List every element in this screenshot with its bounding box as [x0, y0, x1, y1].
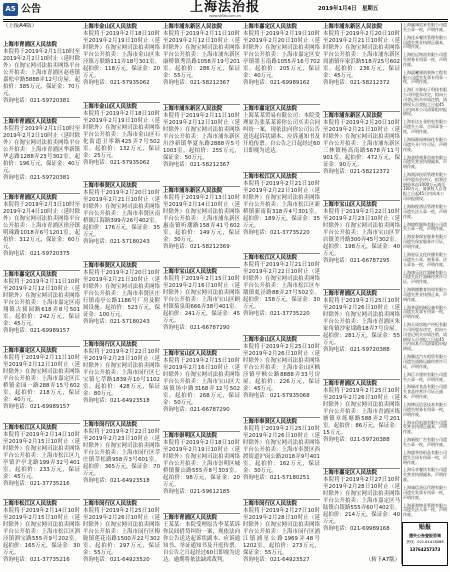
court-notice [83, 181, 160, 246]
court-notice [323, 468, 400, 533]
notice-court-name: 上海市浦东新区人民法院 [323, 24, 383, 30]
notice-body: 本院将于2019年2月11日10时至2019年2月12日10时止（延时除外）在淘宝网司法拍卖网络平台公开拍卖：上海市嘉定区南翔镇古猗园路618弄8号501室。起拍价：242万元，保证金：45万元。 [3, 278, 80, 327]
notice-court-name: 上海市松江区人民法院 [3, 500, 57, 507]
notice-body: 本院将于2019年2月18日10时至2019年2月19日10时止（延时除外）在淘宝网司法拍卖网络平台公开拍卖：上海市金山区朱泾镇万联路111弄18号301室。起拍价：118万元，保证金：20万元。 [83, 31, 160, 79]
lost-notice-entry: 上海海悦酒店管理有限公司遗失法人章一枚，声明作废。 [403, 204, 447, 219]
court-notice [83, 23, 160, 87]
notice-court-name: 上海市松江区人民法院 [3, 424, 57, 431]
notice-body: 本院将于2019年2月25日10时至2019年2月26日10时止（延时除外）在淘宝网司法拍卖网络平台公开拍卖：上海市奉贤区西渡街道沪闵公路2018弄9号401室。起拍价：162万元，保证金：30万元。 [243, 426, 320, 475]
notice-contact-phone: 咨询电话：021-57935062 [83, 80, 150, 86]
lost-notice-entry: 上海顺达汽车租赁有限公司遗失道路运输经营许可证，声明作废。 [403, 354, 447, 369]
notice-court-name: 上海市金山区人民法院 [243, 337, 297, 344]
lost-notice-entry: 上海锦程服饰有限公司遗失公章一枚，声明作废。 [403, 221, 447, 232]
notice-court-name: 上海市青浦区人民法院 [3, 118, 57, 125]
lost-notice-entry: 上海晨曦建筑装饰工程有限公司遗失发票专用章一枚，声明作废。 [403, 69, 447, 85]
court-notice [83, 340, 160, 405]
notice-column-4 [243, 23, 320, 564]
notice-contact-phone: 咨询电话：021-64923518 [83, 398, 150, 404]
notice-contact-phone: 咨询电话：021-59612185 [163, 489, 230, 496]
lost-notice-entry: 上海绿源园林绿化有限公司遗失开户许可证，声明作废。 [403, 136, 447, 152]
notice-contact-phone: 咨询电话：021-66787295 [323, 258, 390, 265]
lost-notice-entry: 上海明德教育培训有限公司遗失营业执照正本，声明作废。 [403, 287, 447, 302]
lost-notice-entry: 上海星辰文化传播有限公司遗失公章、财务章、法人章各一枚，声明作废。 [403, 251, 447, 267]
notice-column-2 [83, 23, 160, 564]
court-notice [163, 513, 240, 564]
notice-contact-phone: 咨询电话：021-69989157 [3, 327, 70, 334]
notice-court-name: 上海市嘉定区人民法院 [3, 271, 57, 278]
lost-notice-entry: 上海新锐广告有限公司遗失公章一枚，声明作废。 [403, 437, 447, 447]
notice-court-name: 上海市浦东新区人民法院 [163, 105, 223, 112]
lost-notice-entry: 上海汇丰源电子科技有限公司经股东决定，拟向公司登记机关申请注销，请债权人自登报之日起45日内向本公司清算组申报债权。 [403, 87, 447, 117]
court-notice [3, 270, 80, 335]
court-notice [83, 420, 160, 485]
lost-notice-entry: 上海博远信息技术有限公司遗失财务专用章一枚，声明作废。 [403, 402, 447, 417]
notice-court-name: 上海市嘉定区人民法院 [323, 469, 377, 476]
lost-notice-entry: 上海嘉和物业管理有限公司遗失法人章一枚，声明作废。 [403, 502, 447, 518]
lost-notice-entry: 上海恒远物流有限公司遗失财务专用章一枚，声明作废。 [403, 52, 447, 67]
notice-body: 本院将于2019年2月27日10时至2019年2月28日10时止（延时除外）在淘宝网司法拍卖网络平台公开拍卖：上海市嘉定区马陆镇白银路555弄60号402室。起拍价：214万元，保证金：40万元。 [323, 476, 400, 525]
notice-body: 本院将于2019年2月21日10时至2019年2月22日10时止（延时除外）在淘宝网司法拍卖网络平台公开拍卖：上海市松江区车墩镇虬泾路88弄27号502室。起拍价：158万元，保证金：30万元。 [243, 262, 320, 311]
notice-court-name: 上海市奉贤区人民法院 [83, 262, 137, 269]
notice-body: 本院将于2019年2月15日10时至2019年2月16日10时止（延时除外）在淘宝网司法拍卖网络平台公开拍卖：上海市宝山区顾村镇菊泉街666弄38号401室。起拍价：241万元，保证金：45万元。 [163, 276, 240, 325]
notice-court-name: 上海市闵行区人民法院 [83, 501, 137, 507]
court-notice [3, 41, 80, 105]
notice-body: 王某某：本院受理原告李某某诉你民间借贷纠纷一案，现依法向你公告送达起诉状副本、应诉通知书、举证通知书及开庭传票。自公告之日起经过60日即视为送达。逾期将依法缺席裁判。 [163, 521, 240, 563]
notice-court-name: 上海市青浦区人民法院 [323, 291, 377, 298]
notice-contact-phone: 咨询电话：021-66787290 [163, 407, 230, 414]
notice-court-name: 上海市崇明区人民法院 [163, 433, 217, 440]
notice-contact-phone: 咨询电话：021-57935068 [243, 393, 310, 400]
notice-court-name: 上海市宝山区人民法院 [163, 351, 217, 358]
notice-contact-phone: 咨询电话：021-37735220 [243, 311, 310, 318]
hotline-mobile: 13764257373 [409, 547, 441, 552]
notice-body: 本院将于2019年2月19日10时至2019年2月20日10时止（延时除外）在淘宝网司法拍卖网络平台公开拍卖：上海市嘉定区安亭镇墨玉南路1055弄16号702室。起拍价：205万元，保证金：40万元。 [243, 31, 320, 79]
notice-contact-phone: 咨询电话：021-58212367 [163, 80, 230, 86]
court-notice [3, 346, 80, 411]
notice-court-name: 上海市青浦区人民法院 [163, 514, 217, 521]
lost-notice-entry: 上海佳禾餐饮管理有限公司遗失营业执照正副本，声明作废。 [403, 34, 447, 50]
notice-body: 本院将于2019年2月18日10时至2019年2月19日10时止（延时除外）在淘宝网司法拍卖网络平台公开拍卖：上海市崇明区城桥镇鳌山路555弄8号303室。起拍价：98万元，保证金：20万元。 [163, 440, 240, 489]
court-notice [323, 289, 400, 354]
hotline-phone: 热线：021-61418088 [406, 540, 444, 544]
notice-contact-phone: 咨询电话：021-64923527 [243, 556, 310, 563]
lost-notice-column [403, 23, 448, 518]
court-notice [163, 267, 240, 332]
court-notice [323, 23, 400, 87]
notice-contact-phone: 咨询电话：021-59720381 [3, 98, 70, 105]
lost-notice-entry: 上海乐享餐饮有限公司遗失营业执照副本，声明作废。 [403, 467, 447, 483]
court-notice [323, 111, 400, 176]
notice-court-name: 上海市浦东新区人民法院 [323, 113, 383, 120]
continued-on-label: （转下A7版） [365, 556, 400, 563]
lost-notice-entry: 上海华晟机械设备有限公司遗失发票专用章一枚，声明作废。 [403, 304, 447, 320]
notice-contact-phone: 咨询电话：021-66787290 [163, 325, 230, 332]
header-rule-thick [3, 19, 448, 20]
notice-body: 本院将于2019年2月11日10时至2019年2月12日10时止（延时除外）在淘宝网司法拍卖网络平台公开拍卖：上海市浦东新区川沙新镇华夏东路2888弄5号1003室。起拍价：255万元，保证金：50万元。 [163, 112, 240, 161]
masthead-url: www.shfzb.com.cn [209, 14, 241, 18]
notice-body: 本院将于2019年2月11日10时至2019年2月12日10时止（延时除外）在淘宝网司法拍卖网络平台公开拍卖：上海市浦东新区康桥镇秀沿路1058弄19号201室。起拍价：286万元，保证金：55万元。 [163, 31, 240, 79]
notice-body: 本院将于2019年2月14日10时至2019年2月15日10时止（延时除外）在淘宝网司法拍卖网络平台公开拍卖：上海市松江区九亭镇沪亭北路199弄32号401室。起拍价：233万元，保证金：45万元。 [3, 431, 80, 480]
lost-notice-entry: 上海鑫诚贸易有限公司遗失公章一枚，声明作废。 [403, 23, 447, 32]
court-notice [3, 117, 80, 182]
court-notice [3, 499, 80, 564]
notice-column-1 [3, 23, 80, 564]
notice-body: 本院将于2019年2月1日10时至2019年2月2日10时止（延时除外）在淘宝网司法拍卖网络平台公开拍卖：上海市青浦区华新镇华志路1288弄23号302室。起拍价：196万元，保证金：40万元。 [3, 125, 80, 174]
notice-body: 本院将于2019年2月18日10时至2019年2月19日10时止（延时除外）在淘宝网司法拍卖网络平台公开拍卖：上海市金山区石化街道卫零路425弄7号502室。起拍价：132万元，保证金：25万元。 [83, 110, 160, 159]
notice-contact-phone: 咨询电话：021-37735216 [3, 556, 70, 563]
notice-court-name: 上海市宝山区人民法院 [163, 269, 217, 276]
notice-body: 本院将于2019年2月25日10时至2019年2月26日10时止（延时除外）在淘宝网司法拍卖网络平台公开拍卖：上海市青浦区练塘镇章练塘路588弄2号201室。起拍价：86万元，保证金：15万元。 [323, 387, 400, 436]
notice-court-name: 上海市宝山区人民法院 [323, 202, 377, 209]
notice-contact-phone: 咨询电话：021-69989168 [323, 525, 390, 532]
notice-court-name: 上海市青浦区人民法院 [3, 195, 57, 202]
court-notice [83, 499, 160, 564]
notice-court-name: 上海市浦东新区人民法院 [163, 24, 223, 30]
notice-contact-phone: 咨询电话：021-69989162 [243, 80, 310, 86]
notice-body: 本院将于2019年2月15日10时至2019年2月16日10时止（延时除外）在淘宝网司法拍卖网络平台公开拍卖：上海市宝山区大场镇场中路3168弄12号502室。起拍价：268万元，保证金：50万元。 [163, 358, 240, 407]
notice-contact-phone: 咨询电话：021-37735216 [3, 480, 70, 487]
court-notice [163, 186, 240, 251]
notice-court-name: 上海市嘉定区人民法院 [3, 348, 57, 355]
lost-notice-entry: 上海康乐医疗器械有限公司遗失医疗器械经营许可证，声明作废。 [403, 269, 447, 285]
notice-body: 本院将于2019年2月20日10时至2019年2月21日10时止（延时除外）在淘宝网司法拍卖网络平台公开拍卖：上海市浦东新区周浦镇年家浜路518弄25号602室。起拍价：236万元，保证金：45万元。 [323, 31, 400, 79]
lost-notice-entry: 上海巨丰建材有限公司遗失公章一枚，声明作废。 [403, 371, 447, 382]
notice-court-name: 上海市金山区人民法院 [83, 24, 137, 30]
lost-notice-entry: 上海诚信货运代理有限公司遗失发票专用章一枚，声明作废。 [403, 485, 447, 500]
page-number-badge: A5 [3, 3, 18, 16]
notice-contact-phone: 咨询电话：021-64923520 [83, 557, 150, 563]
notice-body: 本院将于2019年2月20日10时至2019年2月21日10时止（延时除外）在淘宝网司法拍卖网络平台公开拍卖：上海市奉贤区庄行镇南亭公路1186号厂房及附属设施。起拍价：523万元，保证金：100万元。 [83, 269, 160, 318]
notice-court-name: 上海市浦东新区人民法院 [163, 187, 223, 194]
issue-date: 2019年1月4日 [318, 6, 357, 12]
notice-court-name: 上海市闵行区人民法院 [83, 342, 137, 348]
notice-court-name: 上海市青浦区人民法院 [323, 380, 377, 387]
court-notice [323, 379, 400, 444]
column-divider [401, 23, 402, 564]
notice-contact-phone: 咨询电话：021-57935062 [83, 159, 150, 166]
lost-notice-entry: 上海盛华纺织品有限公司遗失合同专用章一枚，声明作废。 [403, 449, 447, 465]
court-notice [83, 102, 160, 167]
court-notice [243, 335, 320, 400]
notice-court-name: 上海市嘉定区人民法院 [243, 105, 297, 112]
notice-body: 本院将于2019年2月14日10时至2019年2月15日10时止（延时除外）在淘宝网司法拍卖网络平台公开拍卖：上海市松江区泗泾镇泗宝路555弄9号202室。起拍价：165万元，保证金：30万元。 [3, 507, 80, 556]
lost-notice-entry: 上海永信电器有限公司遗失营业执照正副本，声明作废。 [403, 419, 447, 435]
notice-contact-phone: 咨询电话：021-69989157 [3, 404, 70, 411]
lost-notice-entry: 上海润泽投资管理有限公司经股东会决议，拟将注册资本由1000万元减至100万元，请债权人自登报之日起45日内向本公司申报债权。 [403, 172, 447, 202]
hotline-heading: 贴报 [418, 524, 431, 531]
masthead: 上海法治报 [189, 0, 260, 15]
notice-contact-phone: 咨询电话：021-59720375 [3, 251, 70, 258]
section-title: 公告 [21, 4, 41, 15]
court-notice [3, 193, 80, 258]
notice-court-name: 上海市闵行区人民法院 [243, 500, 297, 507]
notice-court-name: 上海市嘉定区人民法院 [243, 24, 297, 30]
notice-body: 本院将于2019年2月27日10时至2019年2月28日10时止（延时除外）在淘宝网司法拍卖网络平台公开拍卖：上海市闵行区浦江镇浦星公路1969弄48号1202室。起拍价：273万元，保证金：55万元。 [243, 507, 320, 556]
notice-contact-phone: 咨询电话：021-58212372 [323, 169, 390, 176]
court-notice [83, 261, 160, 326]
court-notice [243, 172, 320, 237]
notice-contact-phone: 咨询电话：021-57180243 [83, 318, 150, 325]
notice-body: 本院将于2019年2月21日10时至2019年2月22日10时止（延时除外）在淘宝网司法拍卖网络平台公开拍卖：上海市松江区新桥镇新南街318弄4号301室。起拍价：189万元，保证金：35万元。 [243, 180, 320, 229]
notice-court-name: 上海市松江区人民法院 [243, 255, 297, 262]
notice-court-name: 上海市奉贤区人民法院 [83, 183, 137, 189]
notice-body: 本院将于2019年2月20日10时至2019年2月21日10时止（延时除外）在淘宝网司法拍卖网络平台公开拍卖：上海市浦东新区三林镇杨高南路5678弄11号901室。起拍价：472万元，保证金：90万元。 [323, 120, 400, 169]
notice-contact-phone: 咨询电话：021-64923518 [83, 477, 150, 484]
notice-body: 上海某某贸易有限公司：本院受理原告张某某诉你公司买卖合同纠纷一案，现依法向你公司公告送达起诉状副本、应诉通知书及开庭传票。自公告之日起经过60日即视为送达。 [243, 112, 320, 154]
lost-notice-entry: 上海金桥商务咨询有限公司遗失营业执照副本，声明作废。 [403, 154, 447, 170]
notice-column-3 [163, 23, 240, 564]
notice-court-name: 上海市奉贤区人民法院 [243, 419, 297, 426]
notice-columns [3, 23, 400, 564]
notice-contact-phone: 咨询电话：021-59720388 [323, 436, 390, 443]
notice-contact-phone: 咨询电话：021-37735220 [243, 229, 310, 236]
notice-body: 本院将于2019年2月11日10时至2019年2月12日10时止（延时除外）在淘宝网司法拍卖网络平台公开拍卖：上海市嘉定区江桥镇金园一路288弄15号602室。起拍价：218万元，保证金：40万元。 [3, 355, 80, 404]
notice-body: 本院将于2019年2月20日10时至2019年2月21日10时止（延时除外）在淘宝网司法拍卖网络平台公开拍卖：上海市奉贤区南桥镇江海路399弄26号402室。起拍价：176万元，保证金：35万元。 [83, 190, 160, 238]
notice-body: 本院将于2019年2月25日10时至2019年2月26日10时止（延时除外）在淘宝网司法拍卖网络平台公开拍卖：上海市金山区枫泾镇亭枫公路8888弄33号房屋。起拍价：226万元，保证金：45万元。 [243, 344, 320, 393]
notice-body: 本院将于2019年2月1日10时至2019年2月2日10时止（延时除外）在淘宝网司法拍卖网络平台公开拍卖：上海市青浦区赵巷镇嘉松中路5888弄12号房屋。起拍价：385万元，保证金：70万元。 [3, 49, 80, 98]
notice-column-5 [323, 23, 400, 564]
notice-contact-phone: 咨询电话：021-57180251 [243, 475, 310, 482]
header-rule-thin [3, 21, 448, 22]
lost-notice-entry: 上海天成房地产经纪有限公司经股东决定，拟向公司登记机关申请注销，请债权人自登报之日起45日内向本公司清算组申报债权。 [403, 322, 447, 352]
notice-court-name: 上海市松江区人民法院 [243, 173, 297, 180]
notice-contact-phone: 咨询电话：021-58212369 [163, 243, 230, 250]
notice-court-name: 上海市闵行区人民法院 [83, 421, 137, 428]
notice-court-name: 上海市青浦区人民法院 [3, 42, 57, 49]
notice-contact-phone: 咨询电话：021-59720388 [323, 347, 390, 354]
notice-body: 本院将于2019年2月3日10时至2019年2月4日10时止（延时除外）在淘宝网司法拍卖网络平台公开拍卖：上海市青浦区徐泾镇明珠路1018弄6号1201室。起拍价：312万元，保证金：60万元。 [3, 202, 80, 251]
notice-body: 本院将于2019年2月13日10时至2019年2月14日10时止（延时除外）在淘宝网司法拍卖网络平台公开拍卖：上海市浦东新区惠南镇听潮路158弄41号602室。起拍价：149万元，保证金：30万元。 [163, 194, 240, 243]
issue-weekday: 星期五 [362, 6, 379, 12]
notice-court-name: 上海市金山区人民法院 [83, 103, 137, 110]
court-notice [243, 499, 320, 564]
court-notice [243, 253, 320, 318]
lost-notice-entry: 上海安泰保安服务有限公司遗失保安服务许可证，声明作废。 [403, 234, 447, 249]
court-notice [163, 349, 240, 414]
continued-from-label: （上接A4版） [3, 23, 38, 29]
court-notice [163, 23, 240, 87]
hotline-subtitle: 遗失公告登报咨询 [409, 533, 441, 538]
lost-notice-entry: 上海瑞祥食品有限公司遗失食品经营许可证正副本，声明作废。 [403, 384, 447, 400]
notice-body: 本院将于2019年2月25日10时至2019年2月26日10时止（延时除外）在淘宝网司法拍卖网络平台公开拍卖：上海市青浦区朱家角镇沙家埭路18弄7号房屋。起拍价：281万元，保证金：55万元。 [323, 298, 400, 347]
court-notice [3, 423, 80, 488]
notice-contact-phone: 咨询电话：021-58212367 [163, 161, 230, 168]
lost-notice-entry: 上海宏达五金机电有限公司遗失公章、合同章各一枚，声明作废。 [403, 119, 447, 134]
notice-contact-phone: 咨询电话：021-57180243 [83, 239, 150, 245]
notice-contact-phone: 咨询电话：021-59720381 [3, 174, 70, 181]
notice-body: 本院将于2019年2月22日10时至2019年2月23日10时止（延时除外）在淘宝网司法拍卖网络平台公开拍卖：上海市闵行区莘庄镇莘松路958弄3号601室。起拍价：365万元，保证金：70万元。 [83, 428, 160, 477]
notice-body: 本院将于2019年2月25日10时至2019年2月26日10时止（延时除外）在淘宝网司法拍卖网络平台公开拍卖：上海市闵行区梅陇镇莲花南路1500弄22号302室。起拍价：297万元，保证金：55万元。 [83, 508, 160, 556]
court-notice [243, 104, 320, 155]
notice-contact-phone: 咨询电话：021-58212372 [323, 80, 390, 86]
court-notice [163, 431, 240, 496]
notice-body: 本院将于2019年2月22日10时至2019年2月23日10时止（延时除外）在淘宝网司法拍卖网络平台公开拍卖：上海市宝山区罗店镇美丹路300弄45号302室。起拍价：198万元，保证金：40万元。 [323, 209, 400, 258]
court-notice [163, 104, 240, 169]
court-notice [323, 200, 400, 265]
notice-body: 本院将于2019年2月22日10时至2019年2月23日10时止（延时除外）在淘宝网司法拍卖网络平台公开拍卖：上海市闵行区七宝镇七莘路1839弄10号1102室。起拍价：428万元，保证金：80万元。 [83, 349, 160, 397]
ad-hotline-box [402, 522, 448, 566]
court-notice [243, 417, 320, 482]
court-notice [243, 23, 320, 87]
